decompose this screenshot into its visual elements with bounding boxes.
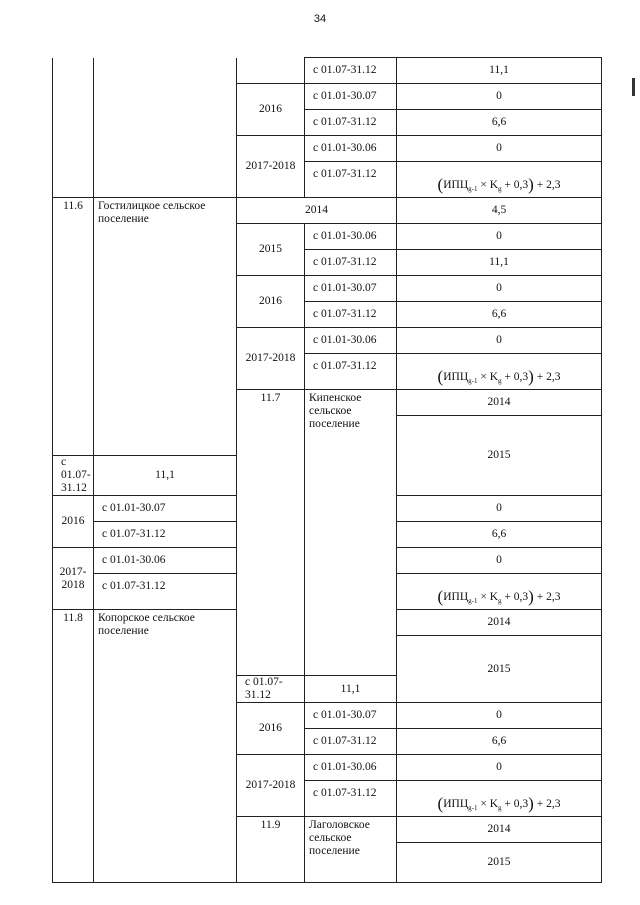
formula-k-subscript: g bbox=[498, 377, 502, 385]
period-cell: с 01.01-30.07 bbox=[305, 703, 397, 729]
formula-times-k: × K bbox=[480, 179, 499, 191]
value-cell: 6,6 bbox=[397, 522, 602, 548]
row-number-cell: 11.6 bbox=[53, 198, 94, 456]
year-cell: 2017-2018 bbox=[237, 136, 305, 198]
formula-k-subscript: g bbox=[498, 804, 502, 812]
period-cell: с 01.01-30.06 bbox=[305, 224, 397, 250]
value-cell: 0 bbox=[397, 84, 602, 110]
year-cell bbox=[237, 58, 305, 84]
value-cell: 6,6 bbox=[397, 729, 602, 755]
formula-base: ИПЦ bbox=[443, 591, 469, 603]
formula-times-k: × K bbox=[480, 591, 499, 603]
period-cell: с 01.07-31.12 bbox=[305, 302, 397, 328]
formula-close-paren: ) bbox=[528, 367, 534, 386]
year-cell: 2016 bbox=[237, 84, 305, 136]
value-cell: 0 bbox=[397, 328, 602, 354]
period-cell: с 01.07-31.12 bbox=[305, 162, 397, 198]
value-cell: 0 bbox=[397, 276, 602, 302]
period-cell: с 01.07-31.12 bbox=[237, 676, 305, 703]
formula-plus-inner: + 0,3 bbox=[504, 798, 529, 810]
formula-open-paren: ( bbox=[437, 794, 444, 813]
page-number: 34 bbox=[313, 13, 327, 25]
period-cell: с 01.07-31.12 bbox=[305, 250, 397, 276]
value-cell: 11,1 bbox=[397, 58, 602, 84]
tariff-table bbox=[52, 57, 602, 883]
formula-open-paren: ( bbox=[437, 367, 444, 386]
settlement-name-cell: Гостилицкое сельское поселение bbox=[94, 198, 237, 456]
year-cell: 2015 bbox=[237, 224, 305, 276]
value-cell: 0 bbox=[397, 755, 602, 781]
value-cell: 11,1 bbox=[397, 250, 602, 276]
year-cell: 2016 bbox=[237, 703, 305, 755]
period-cell: с 01.01-30.07 bbox=[305, 84, 397, 110]
period-cell: с 01.07-31.12 bbox=[94, 522, 237, 548]
scan-edge-mark bbox=[632, 78, 635, 96]
settlement-name-cell: Лаголовское сельское поселение bbox=[305, 817, 397, 883]
period-cell: с 01.07-31.12 bbox=[305, 354, 397, 390]
value-cell: 6,6 bbox=[397, 302, 602, 328]
value-cell: 11,1 bbox=[305, 676, 397, 703]
year-cell: 2017-2018 bbox=[237, 328, 305, 390]
year-cell: 2014 bbox=[237, 198, 397, 224]
formula-tail: + 2,3 bbox=[536, 591, 561, 603]
year-cell: 2017-2018 bbox=[237, 755, 305, 817]
year-cell: 2017-2018 bbox=[53, 548, 94, 610]
year-cell: 2016 bbox=[53, 496, 94, 548]
formula bbox=[437, 175, 561, 194]
formula-times-k: × K bbox=[480, 798, 499, 810]
row-number-cell bbox=[53, 58, 94, 198]
period-cell: с 01.01-30.06 bbox=[305, 755, 397, 781]
settlement-name-cell: Копорское сельское поселение bbox=[94, 610, 237, 883]
value-cell: 0 bbox=[397, 496, 602, 522]
formula-base: ИПЦ bbox=[443, 371, 469, 383]
period-cell: с 01.01-30.07 bbox=[94, 496, 237, 522]
formula-close-paren: ) bbox=[528, 175, 534, 194]
formula-base-subscript: g-1 bbox=[468, 804, 478, 812]
period-cell: с 01.07-31.12 bbox=[94, 574, 237, 610]
period-cell: с 01.01-30.06 bbox=[94, 548, 237, 574]
formula-tail: + 2,3 bbox=[536, 371, 561, 383]
formula-cell bbox=[397, 162, 602, 198]
period-cell: с 01.07-31.12 bbox=[53, 456, 94, 496]
year-cell: 2015 bbox=[397, 843, 602, 883]
year-cell: 2014 bbox=[397, 390, 602, 416]
period-cell: с 01.07-31.12 bbox=[305, 110, 397, 136]
formula-close-paren: ) bbox=[528, 587, 534, 606]
formula-close-paren: ) bbox=[528, 794, 534, 813]
period-cell: с 01.01-30.06 bbox=[305, 328, 397, 354]
value-cell: 0 bbox=[397, 703, 602, 729]
formula-cell bbox=[397, 354, 602, 390]
year-cell: 2015 bbox=[397, 416, 602, 496]
period-cell: с 01.01-30.07 bbox=[305, 276, 397, 302]
formula bbox=[437, 794, 561, 813]
period-cell: с 01.01-30.06 bbox=[305, 136, 397, 162]
formula-base-subscript: g-1 bbox=[468, 185, 478, 193]
formula-plus-inner: + 0,3 bbox=[504, 179, 529, 191]
formula-base-subscript: g-1 bbox=[468, 377, 478, 385]
formula-times-k: × K bbox=[480, 371, 499, 383]
value-cell: 4,5 bbox=[397, 198, 602, 224]
formula-k-subscript: g bbox=[498, 597, 502, 605]
settlement-name-cell: Кипенское сельское поселение bbox=[305, 390, 397, 676]
value-cell: 0 bbox=[397, 136, 602, 162]
formula-open-paren: ( bbox=[437, 175, 444, 194]
formula-plus-inner: + 0,3 bbox=[504, 591, 529, 603]
row-number-cell: 11.7 bbox=[237, 390, 305, 676]
row-number-cell: 11.9 bbox=[237, 817, 305, 883]
table-row bbox=[53, 198, 602, 224]
value-cell: 0 bbox=[397, 224, 602, 250]
period-cell: с 01.07-31.12 bbox=[305, 781, 397, 817]
formula bbox=[437, 367, 561, 386]
formula-open-paren: ( bbox=[437, 587, 444, 606]
year-cell: 2014 bbox=[397, 610, 602, 636]
period-cell: с 01.07-31.12 bbox=[305, 729, 397, 755]
row-number-cell: 11.8 bbox=[53, 610, 94, 883]
settlement-name-cell bbox=[94, 58, 237, 198]
formula-tail: + 2,3 bbox=[536, 179, 561, 191]
formula-base: ИПЦ bbox=[443, 798, 469, 810]
year-cell: 2016 bbox=[237, 276, 305, 328]
formula-cell bbox=[397, 781, 602, 817]
table-row bbox=[53, 58, 602, 84]
formula bbox=[437, 587, 561, 606]
formula-base-subscript: g-1 bbox=[468, 597, 478, 605]
value-cell: 11,1 bbox=[94, 456, 237, 496]
year-cell: 2014 bbox=[397, 817, 602, 843]
formula-base: ИПЦ bbox=[443, 179, 469, 191]
period-cell: с 01.07-31.12 bbox=[305, 58, 397, 84]
formula-tail: + 2,3 bbox=[536, 798, 561, 810]
value-cell: 6,6 bbox=[397, 110, 602, 136]
formula-plus-inner: + 0,3 bbox=[504, 371, 529, 383]
value-cell: 0 bbox=[397, 548, 602, 574]
formula-cell bbox=[397, 574, 602, 610]
formula-k-subscript: g bbox=[498, 185, 502, 193]
year-cell: 2015 bbox=[397, 636, 602, 703]
